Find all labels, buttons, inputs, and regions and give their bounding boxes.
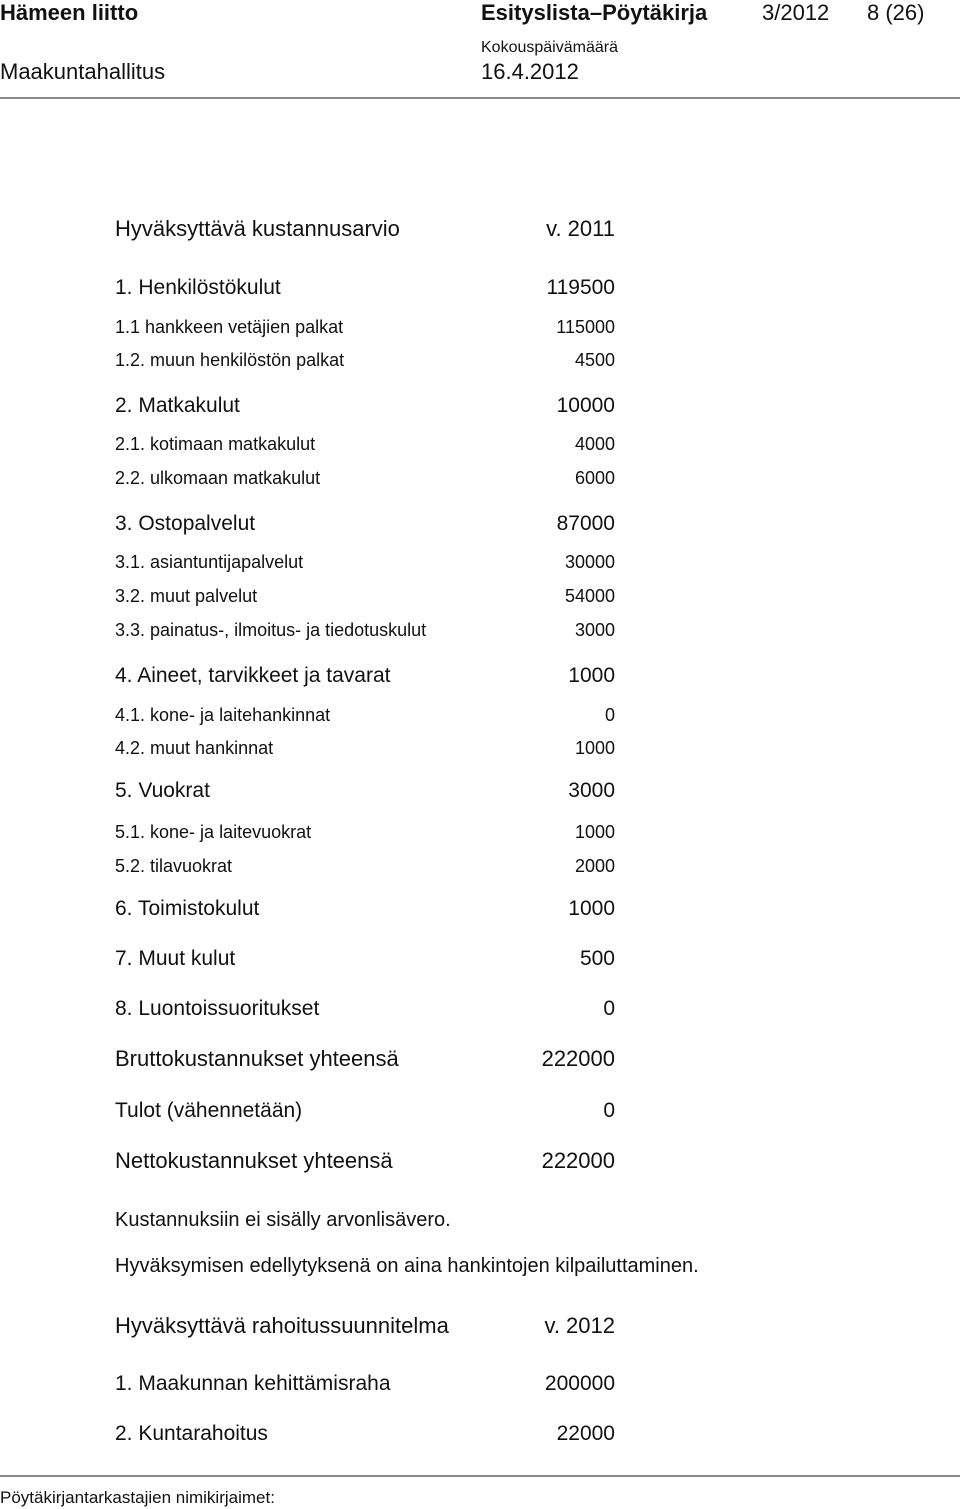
funding-row-value: 200000 — [544, 1372, 615, 1395]
budget-row-value: 54000 — [564, 586, 615, 606]
net-total-label: Nettokustannukset yhteensä — [115, 1148, 393, 1173]
funding-title: Hyväksyttävä rahoitussuunnitelma — [115, 1313, 449, 1338]
budget-title: Hyväksyttävä kustannusarvio — [115, 216, 400, 241]
budget-row-value: 4500 — [574, 350, 615, 370]
budget-row-label: 4. Aineet, tarvikkeet ja tavarat — [115, 664, 391, 687]
budget-row-value: 10000 — [556, 394, 615, 417]
signatures-label: Pöytäkirjantarkastajien nimikirjaimet: — [0, 1488, 275, 1507]
budget-row-label: 5. Vuokrat — [115, 779, 210, 802]
budget-row-label: 1. Henkilöstökulut — [115, 276, 281, 299]
budget-row-label: 8. Luontoissuoritukset — [115, 997, 320, 1020]
budget-row-value: 0 — [604, 705, 615, 725]
budget-row-label: 6. Toimistokulut — [115, 897, 260, 920]
budget-row-value: 119500 — [546, 276, 615, 299]
budget-row-value: 0 — [603, 997, 615, 1020]
budget-row-label: 3.3. painatus-, ilmoitus- ja tiedotuskulut — [115, 620, 427, 640]
budget-row-value: 3000 — [574, 620, 615, 640]
budget-year: v. 2011 — [546, 216, 615, 241]
org-name: Hämeen liitto — [0, 0, 139, 25]
budget-row-value: 30000 — [564, 552, 615, 572]
funding-row-label: 2. Kuntarahoitus — [115, 1422, 268, 1445]
budget-row-label: 4.2. muut hankinnat — [115, 738, 274, 758]
income-label: Tulot (vähennetään) — [115, 1099, 303, 1122]
meeting-date: 16.4.2012 — [481, 59, 579, 84]
funding-year: v. 2012 — [544, 1313, 615, 1338]
document-type: Esityslista–Pöytäkirja — [481, 0, 708, 25]
gross-total-value: 222000 — [541, 1046, 615, 1071]
budget-row-label: 3. Ostopalvelut — [115, 512, 256, 535]
budget-row-value: 1000 — [568, 897, 615, 920]
gross-total-label: Bruttokustannukset yhteensä — [115, 1046, 399, 1071]
budget-row-label: 2.2. ulkomaan matkakulut — [115, 468, 321, 488]
budget-row-label: 3.2. muut palvelut — [115, 586, 258, 606]
budget-row-value: 2000 — [574, 856, 615, 876]
vat-note: Kustannuksiin ei sisälly arvonlisävero. — [115, 1209, 451, 1231]
income-value: 0 — [603, 1099, 615, 1122]
budget-row-value: 4000 — [574, 434, 615, 454]
budget-row-value: 1000 — [574, 738, 615, 758]
tender-condition-note: Hyväksymisen edellytyksenä on aina hankintojen kilpailuttaminen. — [115, 1255, 699, 1277]
budget-row-value: 115000 — [556, 317, 615, 337]
budget-row-label: 7. Muut kulut — [115, 947, 236, 970]
meeting-date-label: Kokouspäivämäärä — [481, 39, 618, 56]
header-divider — [0, 97, 960, 99]
budget-row-label: 2. Matkakulut — [115, 394, 240, 417]
budget-row-label: 5.2. tilavuokrat — [115, 856, 233, 876]
budget-row-value: 500 — [579, 947, 615, 970]
funding-row-value: 22000 — [556, 1422, 615, 1445]
footer-divider — [0, 1475, 960, 1477]
funding-row-label: 1. Maakunnan kehittämisraha — [115, 1372, 391, 1395]
budget-row-label: 1.1 hankkeen vetäjien palkat — [115, 317, 344, 337]
budget-row-label: 5.1. kone- ja laitevuokrat — [115, 822, 312, 842]
page-number: 8 (26) — [867, 0, 925, 25]
budget-row-value: 1000 — [568, 664, 615, 687]
committee-name: Maakuntahallitus — [0, 59, 166, 84]
budget-row-label: 1.2. muun henkilöstön palkat — [115, 350, 345, 370]
net-total-value: 222000 — [541, 1148, 615, 1173]
budget-row-value: 3000 — [568, 779, 615, 802]
budget-row-label: 3.1. asiantuntijapalvelut — [115, 552, 304, 572]
budget-row-value: 1000 — [574, 822, 615, 842]
budget-row-value: 6000 — [574, 468, 615, 488]
budget-row-label: 2.1. kotimaan matkakulut — [115, 434, 316, 454]
budget-row-label: 4.1. kone- ja laitehankinnat — [115, 705, 331, 725]
budget-row-value: 87000 — [556, 512, 615, 535]
document-number: 3/2012 — [762, 0, 830, 25]
